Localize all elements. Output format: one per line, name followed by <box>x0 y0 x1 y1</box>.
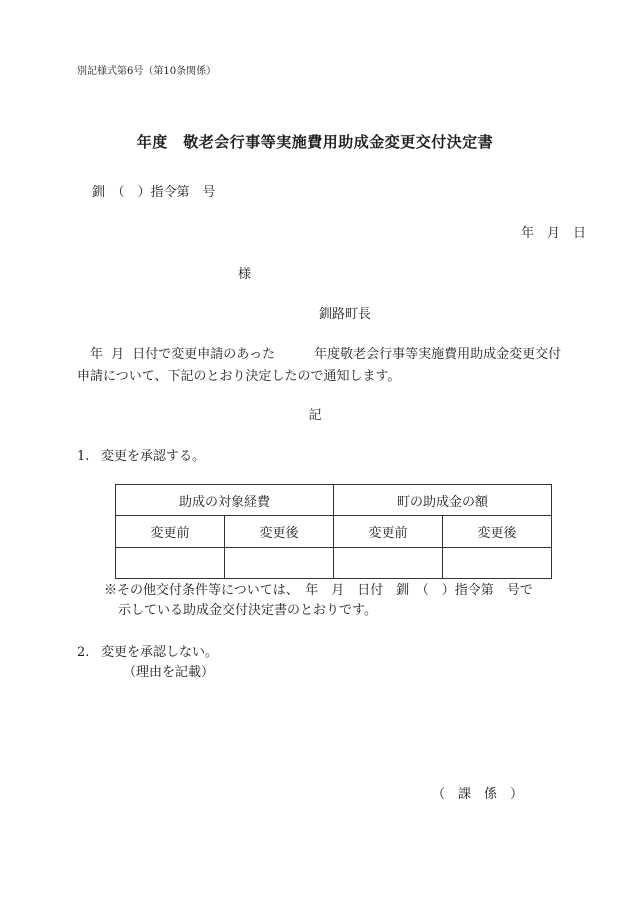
table-row <box>116 548 552 579</box>
table-group-header-cost: 助成の対象経費 <box>116 485 334 516</box>
addressee: 様 <box>238 267 252 282</box>
conditions-note-line-2: 示している助成金交付決定書のとおりです。 <box>118 603 377 618</box>
rejection-reason: （理由を記載） <box>123 665 215 680</box>
notice-body-line-1: 年 月 日付で変更申請のあった 年度敬老会行事等実施費用助成金変更交付 <box>90 347 562 362</box>
item-reject <box>77 641 218 660</box>
table-cell <box>334 548 443 579</box>
item-approve-number: 1. <box>77 449 90 464</box>
table-sub-header: 変更後 <box>225 516 334 548</box>
subsidy-table <box>115 484 552 579</box>
table-sub-header: 変更前 <box>116 516 225 548</box>
table-sub-header: 変更前 <box>334 516 443 548</box>
conditions-note-line-1: ※その他交付条件等については、 年 月 日付 釧 （ ）指令第 号で <box>104 583 533 598</box>
document-reference-number: 釧 （ ）指令第 号 <box>92 185 216 200</box>
item-reject-text: 変更を承認しない。 <box>101 645 219 660</box>
table-group-header-row <box>116 485 552 516</box>
ki-heading: 記 <box>308 408 322 423</box>
notice-body-line-2: 申請について、下記のとおり決定したので通知します。 <box>77 369 401 384</box>
issue-date: 年 月 日 <box>520 226 586 241</box>
table-sub-header-row <box>116 516 552 548</box>
item-approve-text: 変更を承認する。 <box>101 449 206 464</box>
document-title: 年度 敬老会行事等実施費用助成金変更交付決定書 <box>136 133 494 151</box>
table-cell <box>225 548 334 579</box>
table-cell <box>443 548 552 579</box>
table-group-header-subsidy: 町の助成金の額 <box>334 485 552 516</box>
notice-body <box>77 344 587 388</box>
item-reject-number: 2. <box>77 645 90 660</box>
table-cell <box>116 548 225 579</box>
department-in-charge: （ 課 係 ） <box>432 787 524 802</box>
conditions-note <box>104 581 533 621</box>
table-sub-header: 変更後 <box>443 516 552 548</box>
item-approve <box>77 445 205 464</box>
form-number: 別記様式第6号（第10条関係） <box>77 66 217 77</box>
issuer: 釧路町長 <box>319 307 372 322</box>
